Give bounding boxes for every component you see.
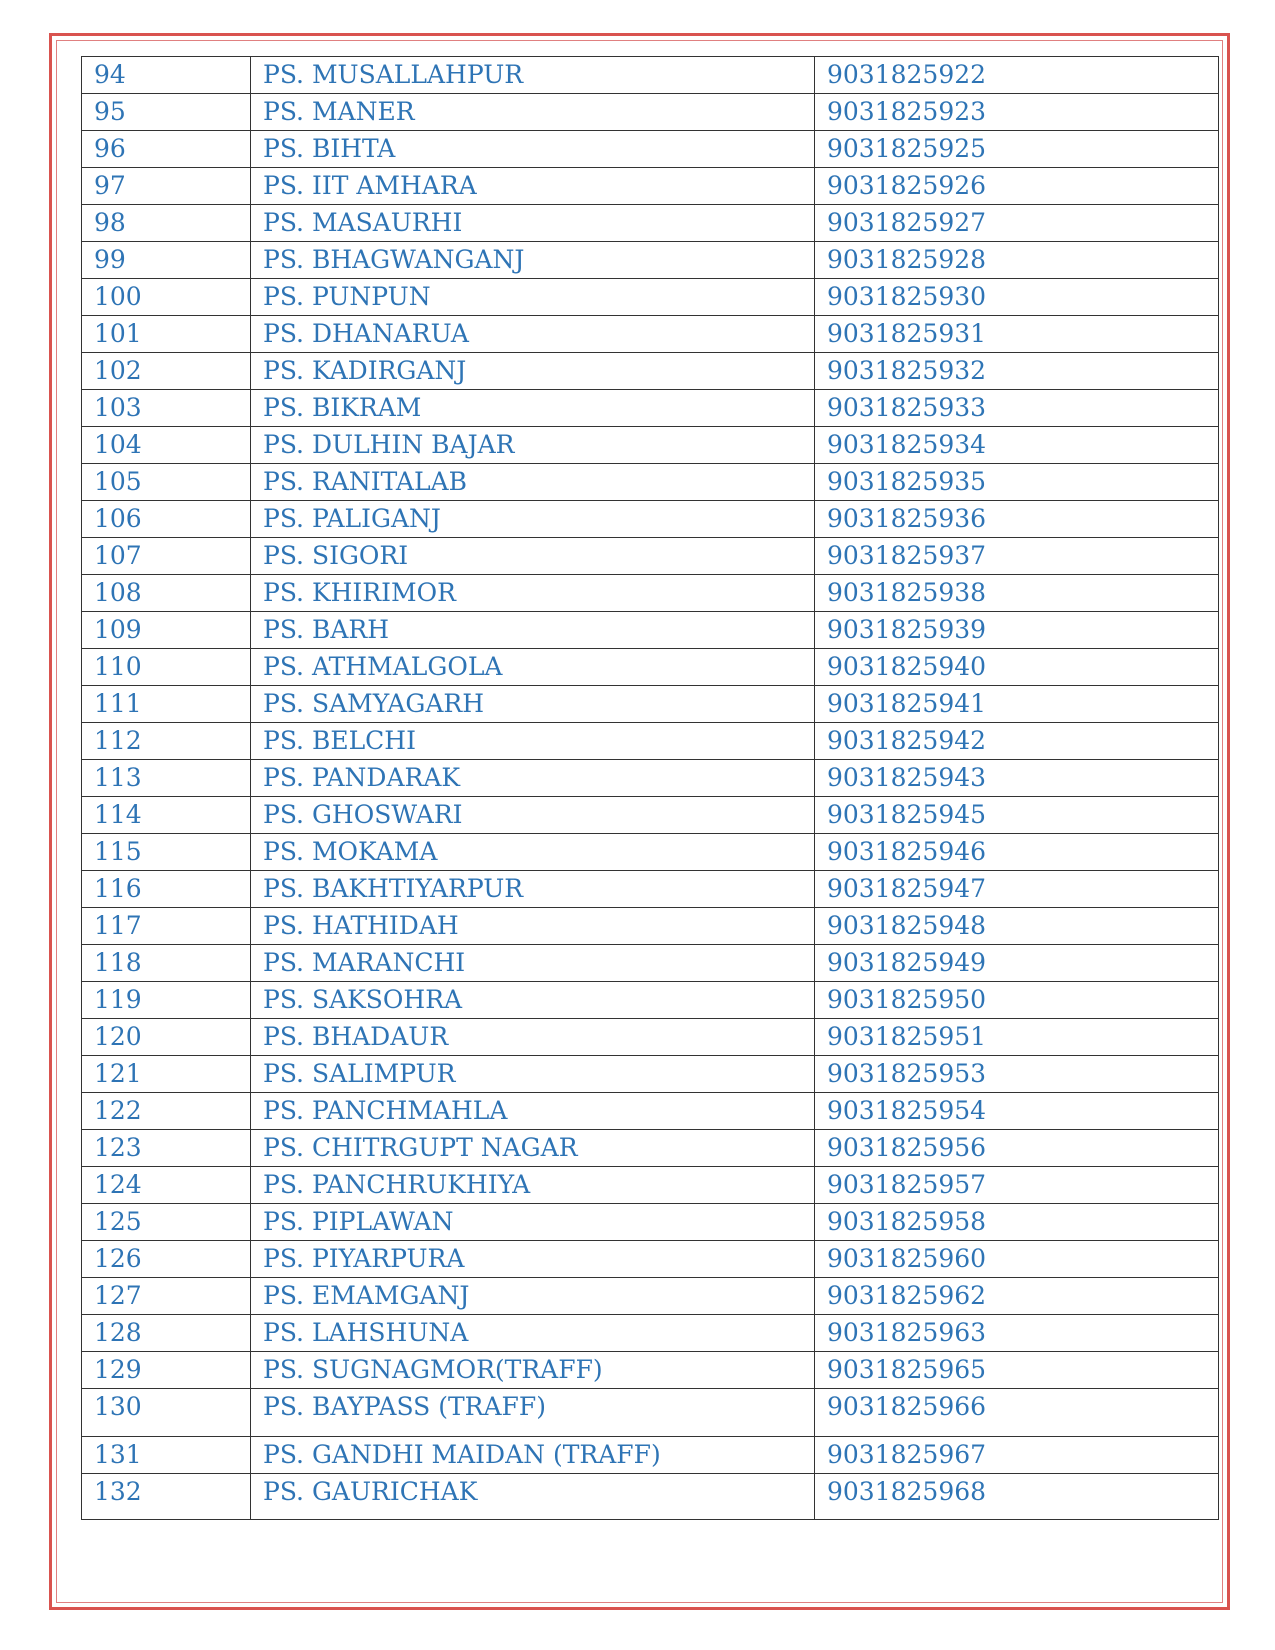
police-station-name-cell: PS. DHANARUA [251,316,815,353]
phone-number-cell: 9031825965 [815,1352,1219,1389]
police-station-name-cell: PS. PANCHMAHLA [251,1093,815,1130]
serial-number-cell: 99 [82,242,251,279]
serial-number-cell: 106 [82,501,251,538]
phone-number-cell: 9031825938 [815,575,1219,612]
police-station-name-cell: PS. PALIGANJ [251,501,815,538]
police-station-name-cell: PS. MUSALLAHPUR [251,57,815,94]
phone-number-cell: 9031825927 [815,205,1219,242]
police-station-name-cell: PS. PIPLAWAN [251,1204,815,1241]
phone-number-cell: 9031825926 [815,168,1219,205]
police-station-name-cell: PS. ATHMALGOLA [251,649,815,686]
police-station-name-cell: PS. SALIMPUR [251,1056,815,1093]
phone-number-cell: 9031825936 [815,501,1219,538]
table-row [82,1093,1219,1130]
police-station-name-cell: PS. BHADAUR [251,1019,815,1056]
police-station-name-cell: PS. MARANCHI [251,945,815,982]
table-row [82,242,1219,279]
phone-number-cell: 9031825941 [815,686,1219,723]
police-station-name-cell: PS. GAURICHAK [251,1474,815,1520]
police-station-name-cell: PS. MOKAMA [251,834,815,871]
serial-number-cell: 103 [82,390,251,427]
police-station-name-cell: PS. CHITRGUPT NAGAR [251,1130,815,1167]
phone-number-cell: 9031825940 [815,649,1219,686]
phone-number-cell: 9031825966 [815,1389,1219,1437]
phone-number-cell: 9031825962 [815,1278,1219,1315]
table-row [82,1474,1219,1520]
police-station-name-cell: PS. BAKHTIYARPUR [251,871,815,908]
phone-number-cell: 9031825943 [815,760,1219,797]
phone-number-cell: 9031825930 [815,279,1219,316]
table-row [82,1130,1219,1167]
serial-number-cell: 127 [82,1278,251,1315]
serial-number-cell: 125 [82,1204,251,1241]
serial-number-cell: 122 [82,1093,251,1130]
police-station-name-cell: PS. LAHSHUNA [251,1315,815,1352]
serial-number-cell: 131 [82,1437,251,1474]
table-row [82,723,1219,760]
serial-number-cell: 109 [82,612,251,649]
serial-number-cell: 121 [82,1056,251,1093]
police-station-name-cell: PS. SAKSOHRA [251,982,815,1019]
police-station-name-cell: PS. SIGORI [251,538,815,575]
police-station-name-cell: PS. BAYPASS (TRAFF) [251,1389,815,1437]
serial-number-cell: 116 [82,871,251,908]
phone-number-cell: 9031825956 [815,1130,1219,1167]
table-row [82,1315,1219,1352]
table-row [82,1437,1219,1474]
table-row [82,205,1219,242]
police-station-directory-table [81,56,1219,1520]
serial-number-cell: 107 [82,538,251,575]
phone-number-cell: 9031825948 [815,908,1219,945]
table-row [82,57,1219,94]
serial-number-cell: 104 [82,427,251,464]
phone-number-cell: 9031825957 [815,1167,1219,1204]
serial-number-cell: 126 [82,1241,251,1278]
serial-number-cell: 130 [82,1389,251,1437]
police-station-name-cell: PS. DULHIN BAJAR [251,427,815,464]
phone-number-cell: 9031825949 [815,945,1219,982]
serial-number-cell: 124 [82,1167,251,1204]
table-row [82,464,1219,501]
phone-number-cell: 9031825922 [815,57,1219,94]
phone-number-cell: 9031825968 [815,1474,1219,1520]
phone-number-cell: 9031825925 [815,131,1219,168]
table-row [82,279,1219,316]
table-row [82,168,1219,205]
police-station-name-cell: PS. PUNPUN [251,279,815,316]
police-station-name-cell: PS. MASAURHI [251,205,815,242]
serial-number-cell: 108 [82,575,251,612]
police-station-name-cell: PS. PIYARPURA [251,1241,815,1278]
police-station-name-cell: PS. BELCHI [251,723,815,760]
phone-number-cell: 9031825928 [815,242,1219,279]
table-row [82,353,1219,390]
phone-number-cell: 9031825923 [815,94,1219,131]
table-row [82,1056,1219,1093]
table-row [82,1241,1219,1278]
serial-number-cell: 98 [82,205,251,242]
police-station-name-cell: PS. PANCHRUKHIYA [251,1167,815,1204]
table-row [82,908,1219,945]
serial-number-cell: 115 [82,834,251,871]
serial-number-cell: 95 [82,94,251,131]
phone-number-cell: 9031825942 [815,723,1219,760]
serial-number-cell: 105 [82,464,251,501]
table-row [82,982,1219,1019]
phone-number-cell: 9031825931 [815,316,1219,353]
police-station-name-cell: PS. KHIRIMOR [251,575,815,612]
serial-number-cell: 114 [82,797,251,834]
table-row [82,760,1219,797]
police-station-name-cell: PS. EMAMGANJ [251,1278,815,1315]
serial-number-cell: 113 [82,760,251,797]
table-row [82,1204,1219,1241]
police-station-name-cell: PS. HATHIDAH [251,908,815,945]
serial-number-cell: 123 [82,1130,251,1167]
police-station-name-cell: PS. GANDHI MAIDAN (TRAFF) [251,1437,815,1474]
police-station-name-cell: PS. SAMYAGARH [251,686,815,723]
serial-number-cell: 129 [82,1352,251,1389]
serial-number-cell: 118 [82,945,251,982]
table-body [82,57,1219,1520]
phone-number-cell: 9031825960 [815,1241,1219,1278]
table-row [82,94,1219,131]
police-station-name-cell: PS. RANITALAB [251,464,815,501]
police-station-name-cell: PS. BARH [251,612,815,649]
phone-number-cell: 9031825947 [815,871,1219,908]
police-station-name-cell: PS. BIKRAM [251,390,815,427]
table-row [82,538,1219,575]
table-row [82,686,1219,723]
table-row [82,575,1219,612]
serial-number-cell: 94 [82,57,251,94]
phone-number-cell: 9031825954 [815,1093,1219,1130]
serial-number-cell: 110 [82,649,251,686]
table-row [82,1278,1219,1315]
police-station-name-cell: PS. PANDARAK [251,760,815,797]
phone-number-cell: 9031825950 [815,982,1219,1019]
serial-number-cell: 100 [82,279,251,316]
phone-number-cell: 9031825967 [815,1437,1219,1474]
serial-number-cell: 111 [82,686,251,723]
police-station-name-cell: PS. BHAGWANGANJ [251,242,815,279]
police-station-name-cell: PS. KADIRGANJ [251,353,815,390]
table-row [82,1167,1219,1204]
phone-number-cell: 9031825939 [815,612,1219,649]
phone-number-cell: 9031825946 [815,834,1219,871]
phone-number-cell: 9031825953 [815,1056,1219,1093]
table-row [82,131,1219,168]
serial-number-cell: 112 [82,723,251,760]
table-row [82,649,1219,686]
serial-number-cell: 119 [82,982,251,1019]
phone-number-cell: 9031825932 [815,353,1219,390]
police-station-name-cell: PS. BIHTA [251,131,815,168]
table-row [82,501,1219,538]
table-row [82,1389,1219,1437]
police-station-name-cell: PS. SUGNAGMOR(TRAFF) [251,1352,815,1389]
table-row [82,316,1219,353]
phone-number-cell: 9031825937 [815,538,1219,575]
serial-number-cell: 120 [82,1019,251,1056]
table-row [82,390,1219,427]
table-row [82,945,1219,982]
serial-number-cell: 101 [82,316,251,353]
phone-number-cell: 9031825935 [815,464,1219,501]
serial-number-cell: 97 [82,168,251,205]
table-row [82,1352,1219,1389]
phone-number-cell: 9031825933 [815,390,1219,427]
serial-number-cell: 102 [82,353,251,390]
police-station-name-cell: PS. MANER [251,94,815,131]
serial-number-cell: 128 [82,1315,251,1352]
police-station-name-cell: PS. GHOSWARI [251,797,815,834]
police-station-name-cell: PS. IIT AMHARA [251,168,815,205]
table-row [82,1019,1219,1056]
phone-number-cell: 9031825934 [815,427,1219,464]
table-row [82,871,1219,908]
table-row [82,427,1219,464]
phone-number-cell: 9031825963 [815,1315,1219,1352]
phone-number-cell: 9031825945 [815,797,1219,834]
serial-number-cell: 132 [82,1474,251,1520]
serial-number-cell: 117 [82,908,251,945]
serial-number-cell: 96 [82,131,251,168]
phone-number-cell: 9031825958 [815,1204,1219,1241]
table-row [82,834,1219,871]
phone-number-cell: 9031825951 [815,1019,1219,1056]
table-row [82,797,1219,834]
table-row [82,612,1219,649]
